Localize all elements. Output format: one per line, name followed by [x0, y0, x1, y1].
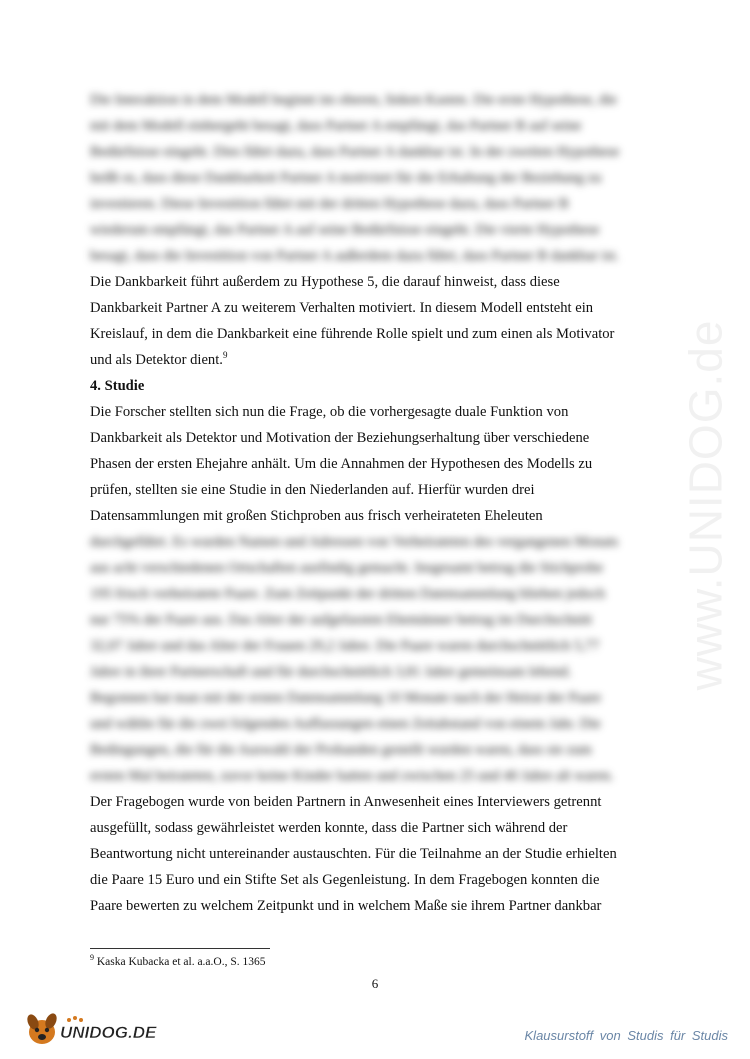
text-line: Beantwortung nicht untereinander austauschten. Für die Teilnahme an der Studie erhielten — [90, 846, 617, 862]
blurred-line: nur 75% der Paare aus. Das Alter der aufgefassten Ehemänner betrug im Durchschnitt — [90, 612, 593, 628]
blurred-line: 195 frisch verheiratete Paare. Zum Zeitpunkt der dritten Datensammlung blieben jedoch — [90, 586, 606, 602]
paragraph-study-intro — [90, 399, 642, 529]
blurred-line: 32,07 Jahre und das Alter der Frauen 29,2 Jahre. Die Paare waren durchschnittlich 5,77 — [90, 638, 600, 654]
blurred-line: wiederum empfängt, das Partner A auf seine Bedürfnisse eingeht. Die vierte Hypothese — [90, 222, 600, 238]
footnote — [90, 953, 266, 968]
text-line: die Paare 15 Euro und ein Stifte Set als Gegenleistung. In dem Fragebogen konnten die — [90, 872, 600, 888]
dog-icon — [25, 1012, 59, 1046]
text-line: Dankbarkeit Partner A zu weiterem Verhalten motiviert. In diesem Modell entsteht ein — [90, 300, 594, 316]
paw-print-icon — [67, 1018, 71, 1022]
footnote-reference: 9 — [222, 350, 228, 361]
logo-text: UNIDOG.DE — [60, 1023, 157, 1042]
footer-slogan: Klausurstoff von Studis für Studis — [524, 1028, 728, 1043]
page-number: 6 — [371, 976, 379, 991]
text-line: Phasen der ersten Ehejahre anhält. Um die Annahmen der Hypothesen des Modells zu — [90, 456, 593, 472]
blurred-line: ersten Mal heirateten, zuvor keine Kinder hatten und zwischen 25 und 40 Jahre alt waren. — [90, 768, 614, 784]
paragraph-questionnaire — [90, 789, 642, 919]
blurred-preview-top — [90, 87, 642, 269]
blurred-line: Bedürfnisse eingeht. Dies führt dazu, dass Partner A dankbar ist. In der zweiten Hypothese — [90, 144, 620, 160]
blurred-line: mit dem Modell einhergeht besagt, dass Partner A empfängt, das Partner B auf seine — [90, 118, 582, 134]
blurred-line: durchgeführt. Es wurden Namen und Adressen von Verheirateten des vergangenen Monats — [90, 534, 619, 550]
text-line: und als Detektor dient.$^9$ — [90, 350, 228, 368]
blurred-line: und wählte für die zwei folgenden Auffassungen einen Zeitabstand von einem Jahr. Die — [90, 716, 601, 732]
watermark — [660, 270, 750, 740]
blurred-line: heißt es, dass diese Dankbarkeit Partner A motiviert für die Erhaltung der Beziehung zu — [90, 170, 602, 186]
footnote-number: 9 — [90, 953, 94, 963]
blurred-preview-middle — [90, 529, 642, 789]
blurred-line: aus acht verschiedenen Ortschaften ausfindig gemacht. Insgesamt betrug die Stichprobe — [90, 560, 604, 576]
blurred-line: Bedingungen, die für die Auswahl der Probanden gestellt wurden waren, dass sie zum — [90, 742, 592, 758]
text-line: Dankbarkeit als Detektor und Motivation der Beziehungserhaltung über verschiedene — [90, 430, 590, 446]
blurred-line: besagt, dass die Investition von Partner A außerdem dazu führt, dass Partner B dankbar ist. — [90, 248, 619, 264]
blurred-line: investieren. Diese Investition führt mit der dritten Hypothese dazu, dass Partner B — [90, 196, 569, 212]
text-line: ausgefüllt, sodass gewährleistet werden konnte, dass die Partner sich während der — [90, 820, 568, 836]
text-line: Datensammlungen mit großen Stichproben aus frisch verheirateten Eheleuten — [90, 508, 543, 524]
unidog-logo[interactable] — [22, 1010, 162, 1050]
blurred-line: Begonnen hat man mit der ersten Datensammlung 10 Monate nach der Heirat der Paare — [90, 690, 602, 706]
text-line: Der Fragebogen wurde von beiden Partnern in Anwesenheit eines Interviewers getrennt — [90, 794, 602, 810]
text-line: Paare bewerten zu welchem Zeitpunkt und in welchem Maße sie ihrem Partner dankbar — [90, 898, 602, 914]
text-line: Die Forscher stellten sich nun die Frage, ob die vorhergesagte duale Funktion von — [90, 404, 569, 420]
text-line: Die Dankbarkeit führt außerdem zu Hypothese 5, die darauf hinweist, dass diese — [90, 274, 560, 290]
text-line: prüfen, stellten sie eine Studie in den Niederlanden auf. Hierfür wurden drei — [90, 482, 535, 498]
section-heading: 4. Studie — [90, 378, 145, 394]
paragraph-gratitude-cycle — [90, 269, 642, 373]
footnote-text: Kaska Kubacka et al. a.a.O., S. 1365 — [96, 956, 266, 968]
blurred-line: Die Interaktion in dem Modell beginnt im oberen, linken Kasten. Die erste Hypothese, die — [90, 92, 617, 108]
text-line: Kreislauf, in dem die Dankbarkeit eine führende Rolle spielt und zum einen als Motivator — [90, 326, 615, 342]
blurred-line: Jahre in ihrer Partnerschaft und für durchschnittlich 3,81 Jahre gemeinsam lebend. — [90, 664, 572, 680]
footnote-separator — [90, 948, 270, 949]
watermark-text: www.UNIDOG.de — [679, 319, 732, 691]
